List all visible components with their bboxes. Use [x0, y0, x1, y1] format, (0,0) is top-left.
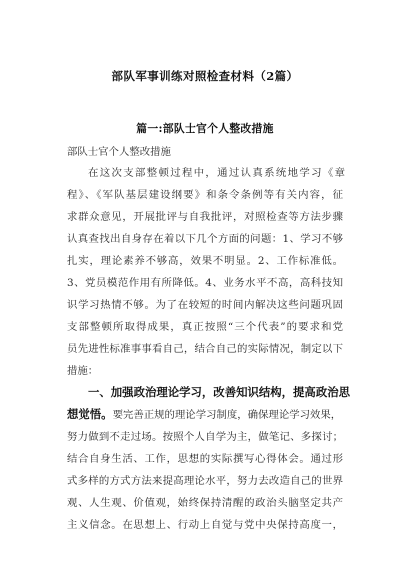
paragraph-line: 支部整顿所取得成果，真正按照“三个代表”的要求和党 [67, 321, 343, 333]
subtitle-line: 部队士官个人整改措施 [67, 146, 171, 158]
paragraph-line: 观、人生观、价值观，始终保持清醒的政治头脑坚定共产 [67, 497, 343, 509]
point-heading-continuation [67, 406, 341, 422]
paragraph-line: 式多样的方式方法来提高理论水平，努力去改造自己的世界 [67, 475, 343, 487]
paragraph-line: 认真查找出自身存在着以下几个方面的问题：1、学习不够 [67, 233, 343, 245]
paragraph-line: 程》、《军队基层建设纲要》和条令条例等有关内容，征 [67, 189, 343, 201]
point-heading-end: 想觉悟。 [67, 407, 113, 421]
paragraph-line: 识学习热情不够。为了在较短的时间内解决这些问题巩固 [67, 299, 343, 311]
paragraph-line: 3、党员模范作用有所降低。4、业务水平不高，高科技知 [67, 277, 343, 289]
paragraph-line: 主义信念。在思想上、行动上自觉与党中央保持高度一， [67, 519, 343, 531]
paragraph-line: 结合自身生活、工作，思想的实际撰写心得体会。通过形 [67, 453, 343, 465]
point-heading: 一、加强政治理论学习，改善知识结构，提高政治思 [88, 385, 350, 399]
paragraph-line: 努力做到不走过场。按照个人自学为主，做笔记、多探讨； [67, 431, 343, 443]
paragraph-line: 员先进性标准事事看自己，结合自己的实际情况，制定以下 [67, 343, 343, 355]
section-title: 篇一:部队士官个人整改措施 [136, 122, 274, 135]
paragraph-line: 措施： [67, 365, 99, 377]
paragraph-line: 扎实，理论素养不够高，效果不明显。2、工作标准低。 [67, 255, 343, 267]
point-first-line-text: 要完善正规的理论学习制度，确保理论学习效果， [112, 409, 342, 421]
paragraph-line: 求群众意见，开展批评与自我批评，对照检查等方法步骤 [67, 211, 343, 223]
document-title: 部队军事训练对照检查材料（2篇） [111, 69, 299, 83]
paragraph-line: 在这次支部整顿过程中，通过认真系统地学习《章 [88, 167, 345, 179]
